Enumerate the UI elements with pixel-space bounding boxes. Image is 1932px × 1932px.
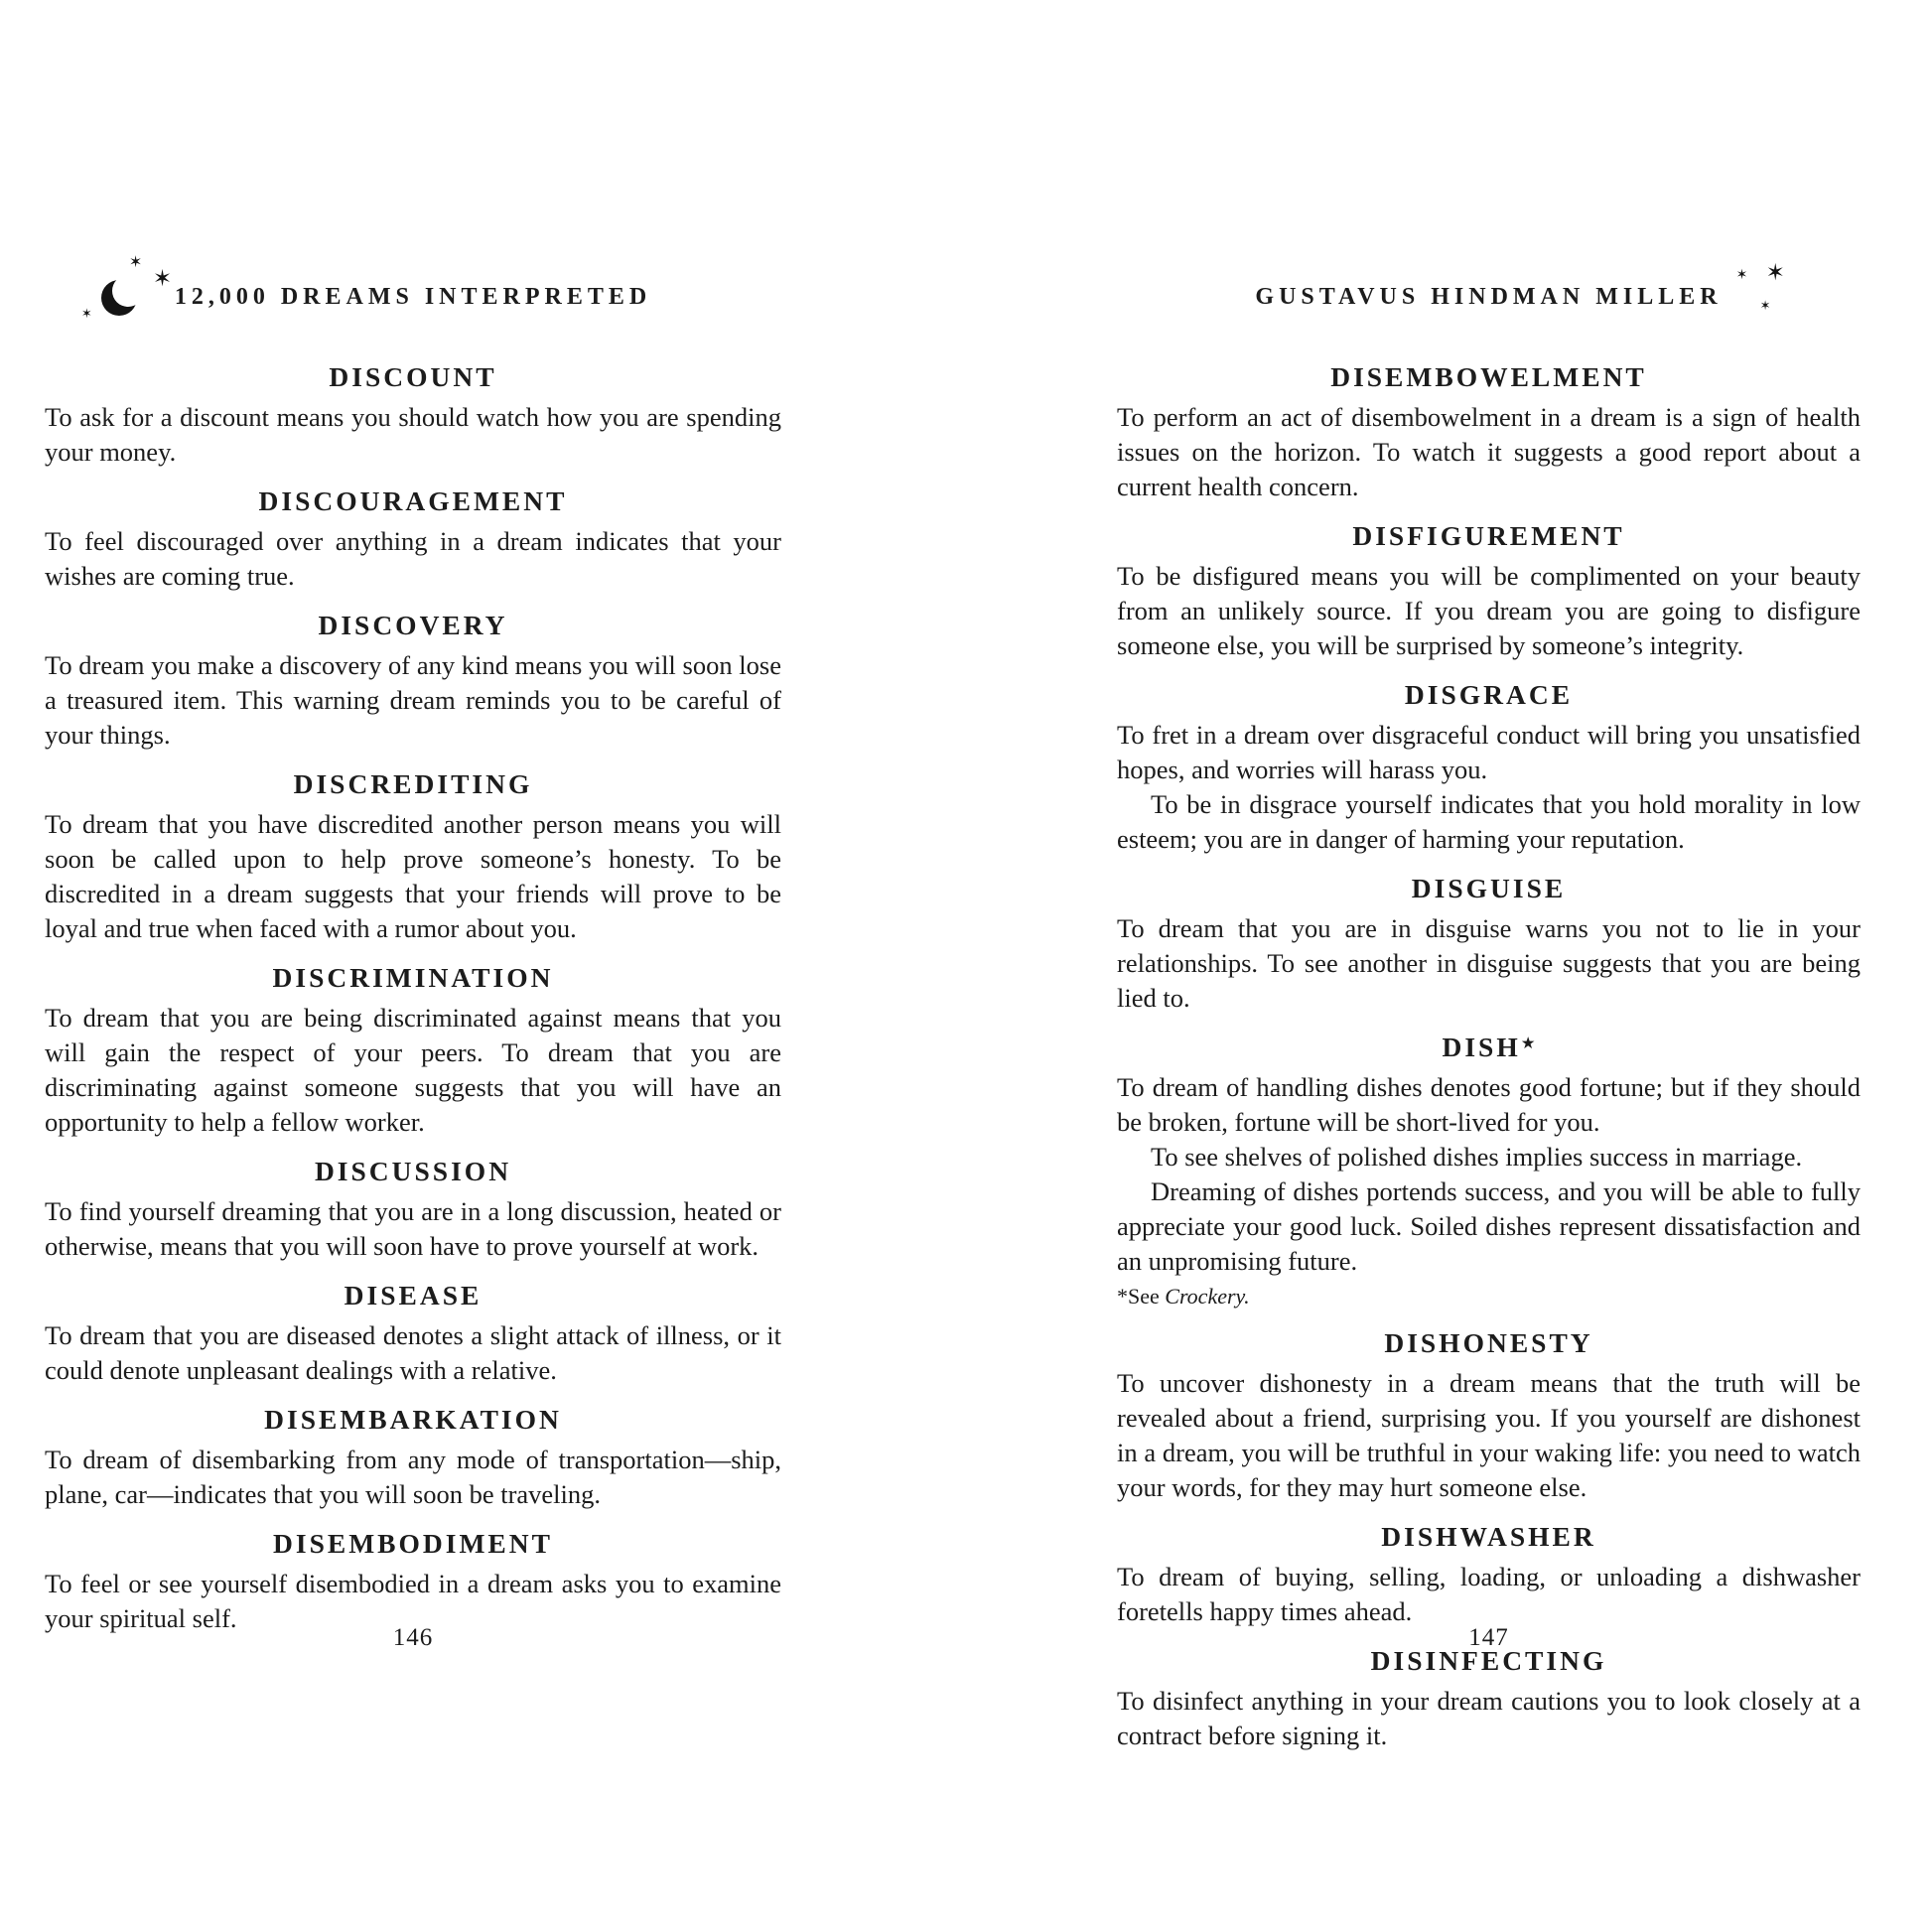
entry-paragraph: To dream that you are in disguise warns you not to lie in your relationships. To see another in disguise suggests that you are being lied to. — [1117, 913, 1861, 1013]
running-title-left: 12,000 DREAMS INTERPRETED ✶ ✶ ✶ — [175, 284, 651, 311]
crescent-moon-icon — [101, 280, 137, 316]
entry-paragraph: To dream that you are diseased denotes a slight attack of illness, or it could denote unpleasant dealings with a relative. — [45, 1320, 781, 1385]
running-title-right: GUSTAVUS HINDMAN MILLER ✶ ✶ ✶ — [1255, 284, 1722, 311]
entry-heading: DISEMBODIMENT — [273, 1528, 553, 1559]
page-number-left: 146 — [392, 1624, 434, 1651]
entry-paragraph: To uncover dishonesty in a dream means that the truth will be revealed about a friend, surprising you. If you yourself are dishonest in a dream, you will be truthful in your waking life: you need to watch your words, for they may hurt someone else. — [1117, 1368, 1861, 1502]
footnote-star-icon: ★ — [1520, 1033, 1536, 1052]
entry-paragraph: To dream of handling dishes denotes good fortune; but if they should be broken, fortune will be short-lived for you. — [1117, 1072, 1861, 1137]
dictionary-entry — [1117, 1644, 1861, 1753]
entry-footnote: *See Crockery. — [1117, 1284, 1250, 1309]
dictionary-entry — [1117, 1326, 1861, 1505]
stars-ornament — [1734, 260, 1794, 353]
entry-paragraph: To dream of buying, selling, loading, or unloading a dishwasher foretells happy times ahead. — [1117, 1562, 1861, 1626]
entry-paragraph: To be in disgrace yourself indicates that you hold morality in low esteem; you are in danger of harming your reputation. — [1117, 789, 1861, 854]
dictionary-entry — [45, 1403, 781, 1512]
entry-heading: DISEMBARKATION — [264, 1404, 562, 1435]
star-icon: ✶ — [1765, 260, 1785, 286]
entry-heading: DISCOURAGEMENT — [258, 485, 568, 516]
dictionary-entry — [1117, 678, 1861, 857]
entry-paragraph: To dream of disembarking from any mode of transportation—ship, plane, car—indicates that you will soon be traveling. — [45, 1445, 781, 1509]
star-icon: ✶ — [80, 307, 92, 322]
entry-heading: DISCOVERY — [318, 610, 508, 640]
entry-paragraph: To be disfigured means you will be complimented on your beauty from an unlikely source. If you dream you are going to disfigure someone else, you will be surprised by someone’s integrity. — [1117, 561, 1861, 660]
footnote-cross-reference: Crockery. — [1165, 1284, 1250, 1309]
entry-paragraph: To disinfect anything in your dream cautions you to look closely at a contract before signing it. — [1117, 1686, 1861, 1750]
left-entries — [45, 360, 781, 1636]
left-page — [45, 250, 781, 1636]
dictionary-entry — [45, 609, 781, 753]
dictionary-entry — [1117, 1031, 1861, 1311]
dictionary-entry — [45, 767, 781, 946]
dictionary-entry — [1117, 872, 1861, 1016]
star-icon: ✶ — [128, 252, 143, 271]
dictionary-entry — [1117, 360, 1861, 504]
dictionary-entry — [45, 360, 781, 470]
entry-heading: DISFIGUREMENT — [1352, 520, 1625, 551]
entry-paragraph: To feel or see yourself disembodied in a dream asks you to examine your spiritual self. — [45, 1569, 781, 1633]
entry-heading: DISHWASHER — [1381, 1521, 1596, 1552]
entry-paragraph: To dream you make a discovery of any kind means you will soon lose a treasured item. This warning dream reminds you to be careful of your things. — [45, 650, 781, 750]
entry-paragraph: To fret in a dream over disgraceful conduct will bring you unsatisfied hopes, and worries will harass you. — [1117, 720, 1861, 784]
dictionary-entry — [1117, 1520, 1861, 1629]
right-page — [1117, 250, 1861, 1753]
entry-heading: DISHONESTY — [1384, 1327, 1593, 1358]
dictionary-entry — [1117, 519, 1861, 663]
dictionary-entry — [45, 1527, 781, 1636]
entry-paragraph: To dream that you have discredited another person means you will soon be called upon to help prove someone’s honesty. To be discredited in a dream suggests that your friends will prove to be loyal and true when faced with a rumor about you. — [45, 809, 781, 943]
entry-paragraph: To feel discouraged over anything in a dream indicates that your wishes are coming true. — [45, 526, 781, 591]
entry-paragraph: To find yourself dreaming that you are in a long discussion, heated or otherwise, means that you will soon have to prove yourself at work. — [45, 1196, 781, 1261]
star-icon: ✶ — [1735, 267, 1748, 283]
entry-paragraph: To dream that you are being discriminated against means that you will gain the respect of your peers. To dream that you are discriminating against someone suggests that you will have an opportunity to help a fellow worker. — [45, 1003, 781, 1137]
dictionary-entry — [45, 961, 781, 1140]
right-entries — [1117, 360, 1861, 1753]
entry-heading: DISGUISE — [1411, 873, 1567, 903]
entry-paragraph: To perform an act of disembowelment in a dream is a sign of health issues on the horizon. To watch it suggests a good report about a current health concern. — [1117, 402, 1861, 501]
moon-and-stars-ornament — [77, 252, 173, 340]
entry-paragraph: Dreaming of dishes portends success, and you will be able to fully appreciate your good luck. Soiled dishes represent dissatisfaction and an unpromising future. — [1117, 1176, 1861, 1276]
entry-heading: DISCUSSION — [314, 1156, 512, 1186]
entry-paragraph: To see shelves of polished dishes implies success in marriage. — [1151, 1142, 1803, 1172]
entry-heading: DISCOUNT — [329, 361, 497, 392]
entry-heading: DISEASE — [344, 1280, 483, 1311]
left-running-header — [45, 250, 781, 345]
entry-paragraph: To ask for a discount means you should watch how you are spending your money. — [45, 402, 781, 467]
dictionary-entry — [45, 1155, 781, 1264]
entry-heading: DISINFECTING — [1370, 1645, 1607, 1676]
star-icon: ✶ — [1759, 299, 1771, 314]
dictionary-entry — [45, 1279, 781, 1388]
page-number-right: 147 — [1468, 1624, 1509, 1651]
entry-heading: DISCRIMINATION — [272, 962, 554, 993]
star-icon: ✶ — [152, 266, 173, 292]
dictionary-entry — [45, 484, 781, 594]
entry-heading: DISGRACE — [1404, 679, 1574, 710]
right-running-header — [1117, 250, 1861, 345]
entry-heading: DISEMBOWELMENT — [1330, 361, 1647, 392]
entry-heading: DISCREDITING — [293, 768, 533, 799]
entry-heading: DISH★ — [1442, 1032, 1536, 1062]
